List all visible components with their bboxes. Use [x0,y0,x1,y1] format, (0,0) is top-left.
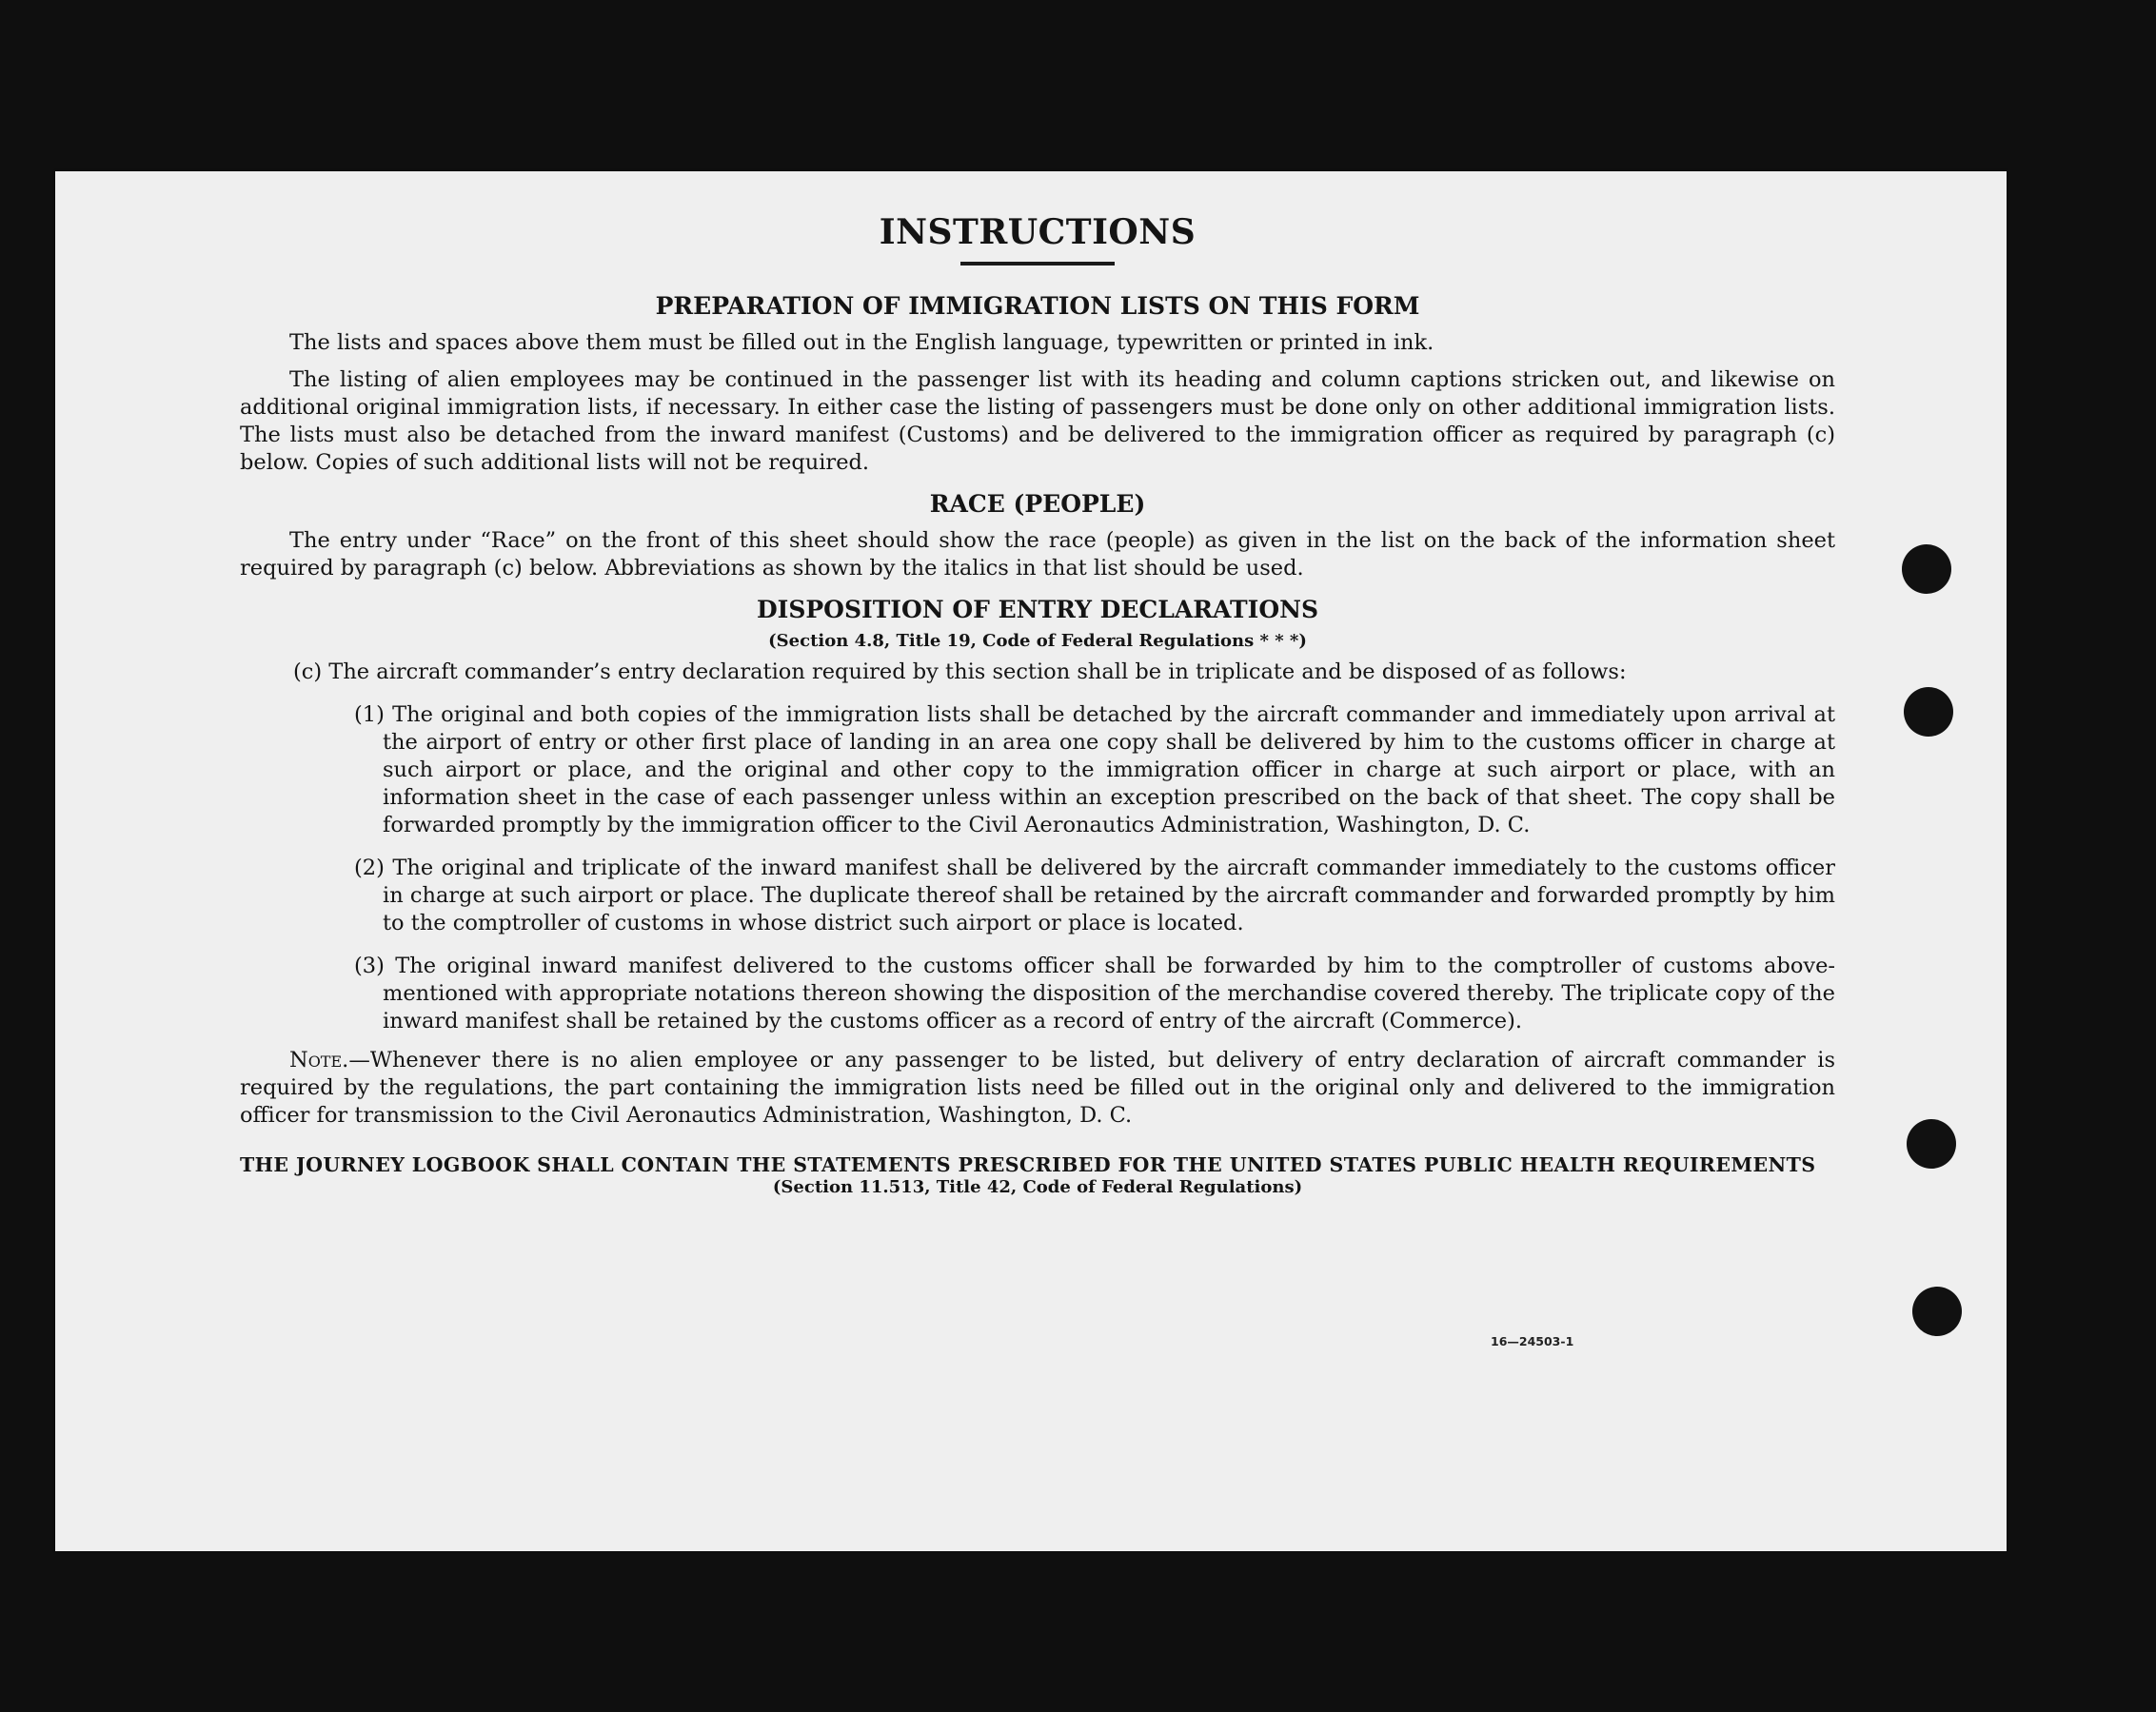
note-paragraph [240,1047,1835,1130]
punch-hole [1904,687,1953,737]
disposition-item-3: (3) The original inward manifest delivered to the customs officer shall be forwarded by him to the comptroller of customs above-mentioned with appropriate notations thereon showing the disposition of the merchandise covered thereby. The triplicate copy of the inward manifest shall be retained by the customs officer as a record of entry of the aircraft (Commerce). [354,954,1835,1033]
page-title: INSTRUCTIONS [879,212,1197,252]
race-heading: RACE (PEOPLE) [929,490,1146,518]
preparation-heading: PREPARATION OF IMMIGRATION LISTS ON THIS FORM [655,292,1420,320]
preparation-paragraph-2: The listing of alien employees may be continued in the passenger list with its heading and column captions stricken out, and likewise on additional original immigration lists, if necessary. In either case the listing of passengers must be done only on other additional immigration lists. The lists must also be detached from the inward manifest (Customs) and be delivered to the immigration officer as required by paragraph (c) below. Copies of such additional lists will not be required. [240,367,1835,475]
public-health-statement: THE JOURNEY LOGBOOK SHALL CONTAIN THE STATEMENTS PRESCRIBED FOR THE UNITED STATES PUBLIC HEALTH REQUIREMENTS [240,1153,1816,1176]
punch-hole [1912,1287,1962,1336]
race-paragraph: The entry under “Race” on the front of this sheet should show the race (people) as given in the list on the back of the information sheet required by paragraph (c) below. Abbreviations as shown by the italics in that list should be used. [240,528,1835,581]
instructions-content [240,205,1835,1197]
disposition-item-1: (1) The original and both copies of the immigration lists shall be detached by the aircraft commander and immediately upon arrival at the airport of entry or other first place of landing in an area one copy shall be delivered by him to the customs officer in charge at such airport or place, and the original and other copy to the immigration officer in charge at such airport or place, with an information sheet in the case of each passenger unless within an exception prescribed on the back of that sheet. The copy shall be forwarded promptly by the immigration officer to the Civil Aeronautics Administration, Washington, D. C. [354,702,1835,837]
form-number: 16—24503-1 [1491,1334,1574,1348]
title-underline [960,262,1115,266]
disposition-heading: DISPOSITION OF ENTRY DECLARATIONS [756,596,1319,623]
punch-hole [1902,544,1951,594]
disposition-item-2: (2) The original and triplicate of the inward manifest shall be delivered by the aircraft commander immediately to the customs officer in charge at such airport or place. The duplicate thereof shall be retained by the aircraft commander and forwarded promptly by him to the comptroller of customs in whose district such airport or place is located. [354,856,1835,935]
preparation-paragraph-1: The lists and spaces above them must be filled out in the English language, typewritten or printed in ink. [289,330,1434,355]
note-label: Note. [289,1048,349,1072]
disposition-citation: (Section 4.8, Title 19, Code of Federal Regulations * * *) [768,631,1307,651]
note-text: —Whenever there is no alien employee or any passenger to be listed, but delivery of entry declaration of aircraft commander is required by the regulations, the part containing the immigration lists need be filled out in the original only and delivered to the immigration officer for transmission to the Civil Aeronautics Administration, Washington, D. C. [240,1048,1835,1128]
disposition-paragraph-c: (c) The aircraft commander’s entry declaration required by this section shall be in triplicate and be disposed of as follows: [293,659,1627,684]
punch-hole [1907,1119,1956,1169]
public-health-citation: (Section 11.513, Title 42, Code of Federal Regulations) [772,1177,1303,1197]
